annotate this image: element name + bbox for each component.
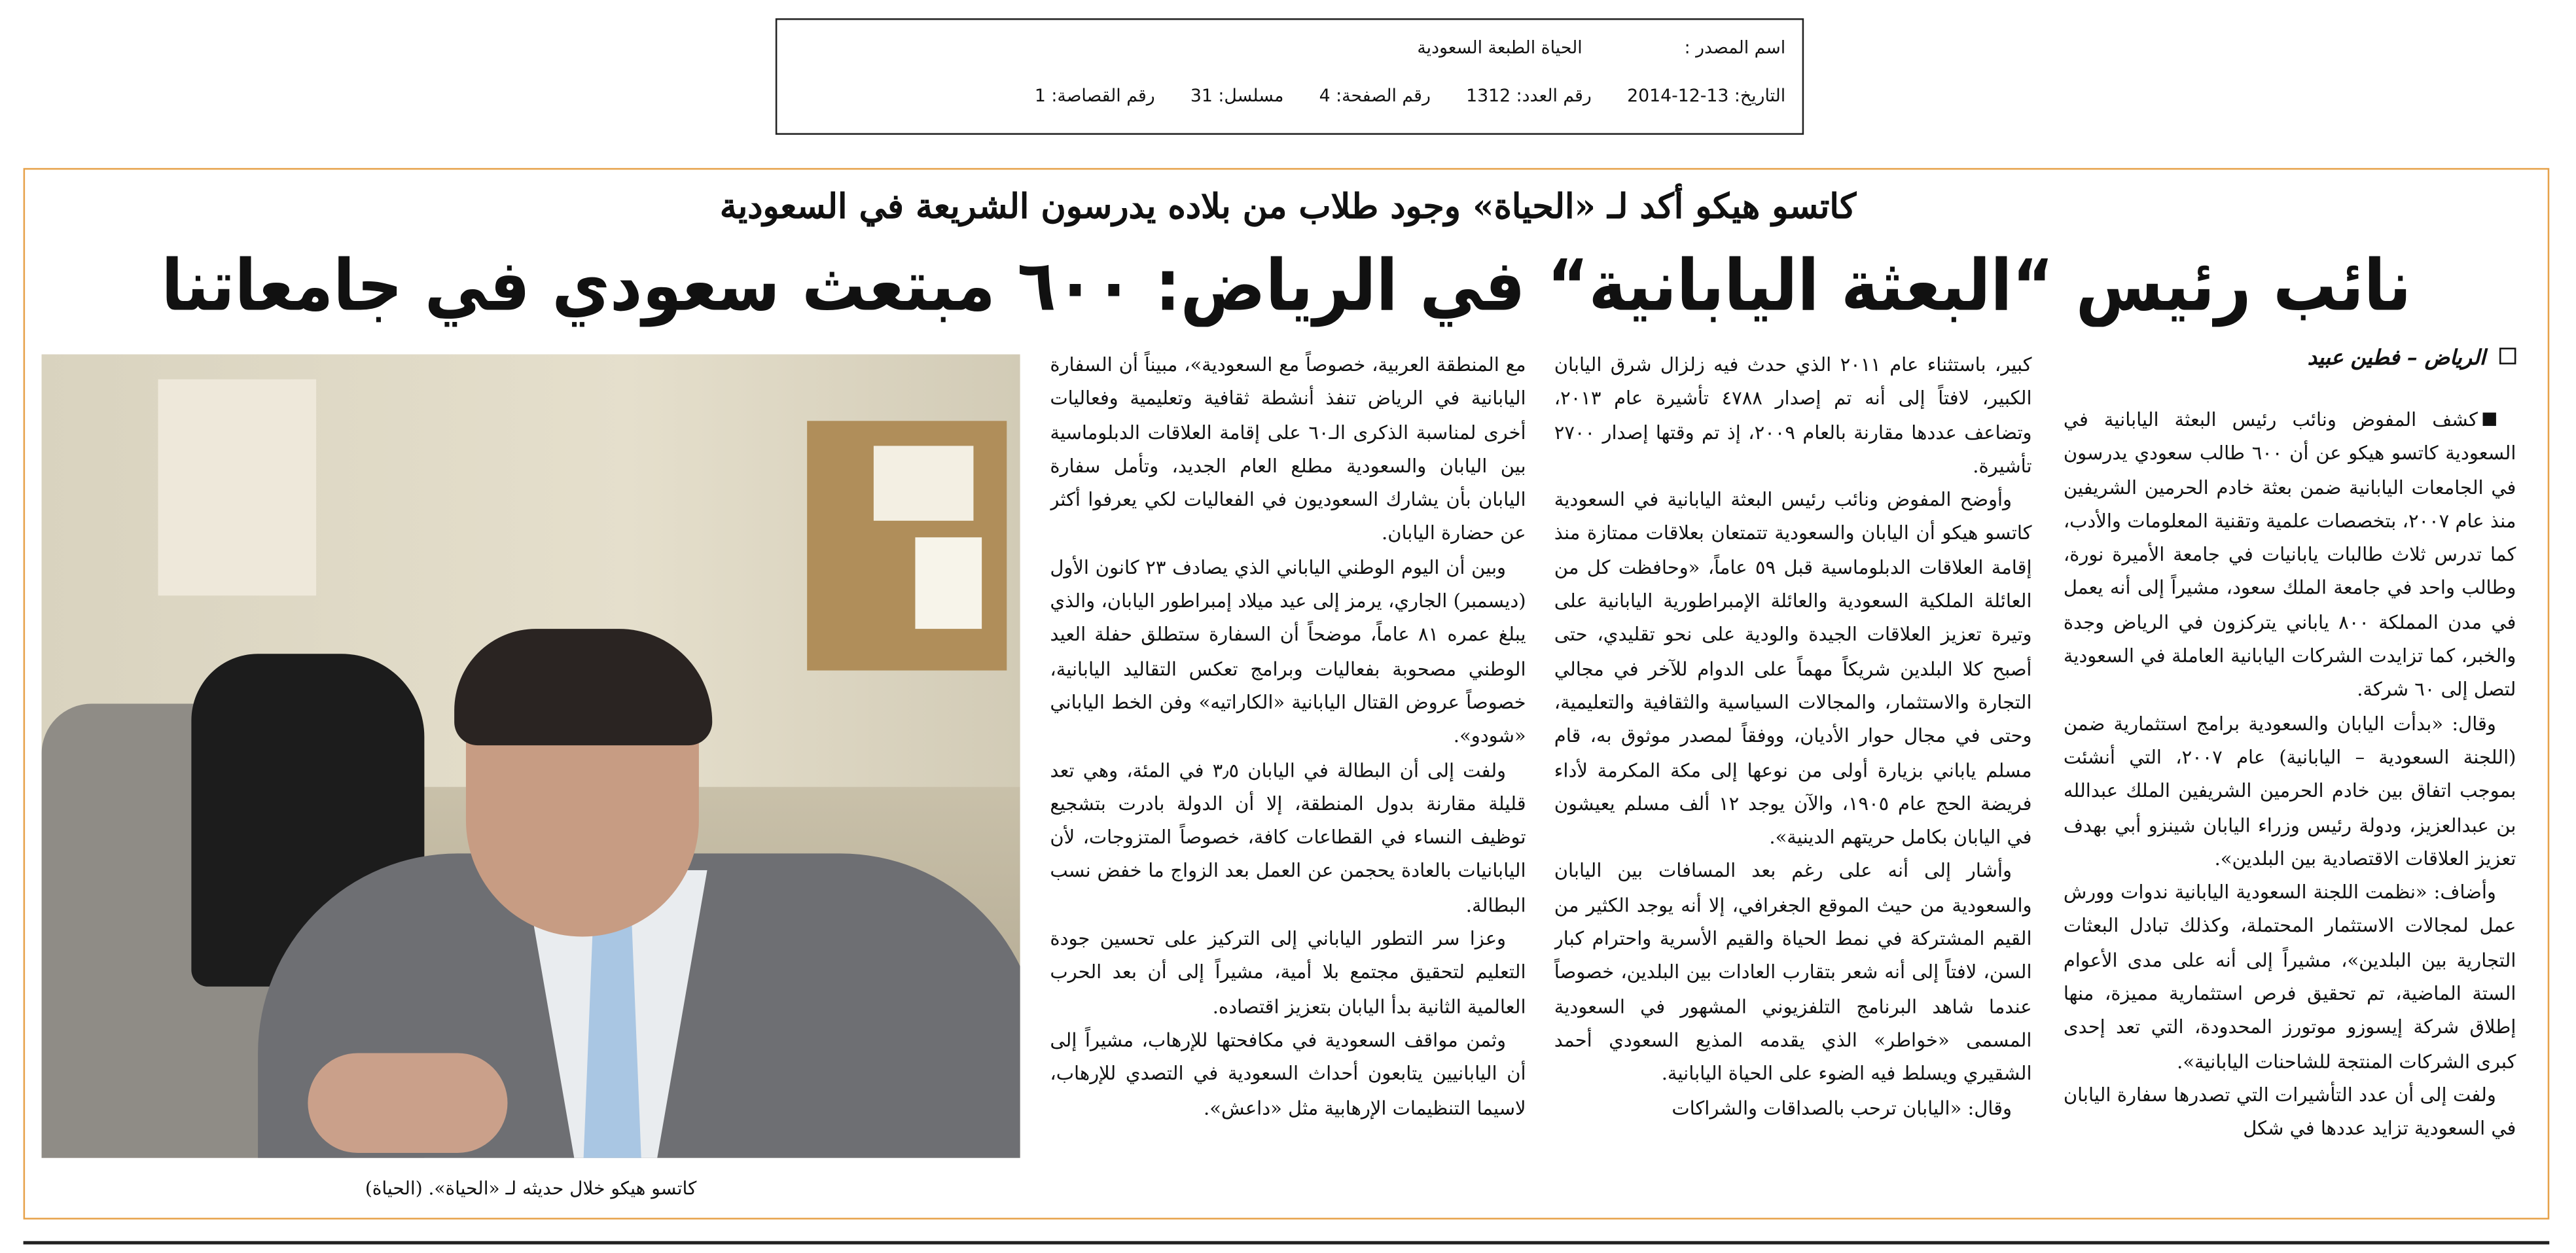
source-line [1417, 38, 1785, 58]
source-value: الحياة الطبعة السعودية [1417, 38, 1583, 58]
paragraph: مع المنطقة العربية، خصوصاً مع السعودية»، مبيناً أن السفارة اليابانية في الرياض تنفذ أنشطة ثقافية وتعليمية وفعاليات أخرى لمناسبة الذكرى الـ٦٠ على إقامة العلاقات الدبلوماسية بين اليابان والسعودية مطلع العام الجديد، وتأمل سفارة اليابان بأن يشارك السعوديون في الفعاليات لكي يعرفوا أكثر عن حضارة اليابان. [1050, 353, 1526, 545]
issue-field: رقم العدد: 1312 [1466, 86, 1592, 107]
paragraph: وأوضح المفوض ونائب رئيس البعثة اليابانية في السعودية كاتسو هيكو أن اليابان والسعودية تتمتعان بعلاقات ممتازة منذ إقامة العلاقات الدبلوماسية قبل ٥٩ عاماً، «وحافظت كل من العائلة الملكية السعودية والعائلة الإمبراطورية اليابانية على وتيرة تعزيز العلاقات الجيدة والودية على نحو تقليدي، حتى أصبح كلا البلدين شريكاً مهماً على الدوام للآخر في مجالي التجارة والاستثمار، والمجالات السياسية والثقافية والتعليمية، وحتى في مجال حوار الأديان، ووفقاً لمصدر موثوق به، قام مسلم ياباني بزيارة أولى من نوعها إلى مكة المكرمة لأداء فريضة الحج عام ١٩٠٥، والآن يوجد ١٢ ألف مسلم يعيشون في اليابان بكامل حريتهم الدينية». [1554, 487, 2032, 849]
source-metadata-box [776, 18, 1804, 135]
paragraph: كبير، باستثناء عام ٢٠١١ الذي حدث فيه زلزال شرق اليابان الكبير، لافتاً إلى أنه تم إصدار ٤٧٨٨ تأشيرة عام ٢٠١٣، وتضاعف عددها مقارنة بالعام ٢٠٠٩، إذ تم وقتها إصدار ٢٧٠٠ تأشيرة. [1554, 353, 2032, 478]
bottom-rule [24, 1241, 2550, 1244]
lead-square-icon [2483, 413, 2496, 426]
paragraph: وثمن مواقف السعودية في مكافحتها للإرهاب، مشيراً إلى أن اليابانيين يتابعون أحداث السعودية في التصدي للإرهاب، لاسيما التنظيمات الإرهابية مثل «داعش». [1050, 1028, 1526, 1119]
paragraph: كشف المفوض ونائب رئيس البعثة اليابانية في السعودية كاتسو هيكو عن أن ٦٠٠ طالب سعودي يدرسون في الجامعات اليابانية ضمن بعثة خادم الحرمين الشريفين منذ عام ٢٠٠٧، بتخصصات علمية وتقنية المعلومات والأدب، كما تدرس ثلاث طالبات يابانيات في جامعة الأميرة نورة، وطالب واحد في جامعة الملك سعود، مشيراً إلى أنه يعمل في مدن المملكة ٨٠٠ ياباني يتركزون في الرياض وجدة والخبر، كما تزايدت الشركات اليابانية العاملة في السعودية لتصل إلى ٦٠ شركة. [2063, 407, 2516, 701]
photo-caption: كاتسو هيكو خلال حديثه لـ «الحياة». (الحياة) [365, 1178, 697, 1200]
paragraph: وقال: «اليابان ترحب بالصداقات والشراكات [1672, 1095, 2012, 1119]
article-headline: نائب رئيس “البعثة اليابانية“ في الرياض: ٦٠٠ مبتعث سعودي في جامعاتنا [161, 244, 2412, 327]
article-kicker: كاتسو هيكو أكد لـ «الحياة» وجود طلاب من بلاده يدرسون الشريعة في السعودية [719, 186, 1857, 226]
article-column-3 [1050, 347, 1526, 1209]
serial-field: مسلسل: 31 [1190, 86, 1284, 107]
photo-calendar [158, 379, 317, 596]
paragraph: ولفت إلى أن البطالة في اليابان ٣٫٥ في المئة، وهي تعد قليلة مقارنة بدول المنطقة، إلا أن الدولة بادرت بتشجيع توظيف النساء في القطاعات كافة، خصوصاً المتزوجات، لأن اليابانيات بالعادة يحجمن عن العمل بعد الزواج ما خفض نسب البطالة. [1050, 758, 1526, 917]
paragraph: وقال: «بدأت اليابان والسعودية برامج استثمارية ضمن (اللجنة السعودية – اليابانية) عام ٢٠٠٧، التي أنشئت بموجب اتفاق بين خادم الحرمين الشريفين الملك عبدالله بن عبدالعزيز، ودولة رئيس وزراء اليابان شينزو أبي بهدف تعزيز العلاقات الاقتصادية بين البلدين». [2063, 711, 2516, 870]
article-column-2 [1554, 347, 2032, 1209]
paragraph: وأضاف: «نظمت اللجنة السعودية اليابانية ندوات وورش عمل لمجالات الاستثمار المحتملة، وكذلك تبادل البعثات التجارية بين البلدين»، مشيراً إلى أنه على مدى الأعوام الستة الماضية، تم تحقيق فرص استثمارية مميزة، منها إطلاق شركة إيسوزو موتورز المحدودة، التي تعد إحدى كبرى الشركات المنتجة للشاحنات اليابانية». [2063, 880, 2516, 1073]
date-field: التاريخ: 13-12-2014 [1627, 86, 1786, 107]
photo-paper [874, 446, 974, 520]
paragraph: ولفت إلى أن عدد التأشيرات التي تصدرها سفارة اليابان في السعودية تزايد عددها في شكل [2063, 1083, 2516, 1140]
issue-line [1005, 86, 1785, 107]
byline [2064, 344, 2516, 369]
paragraph: وأشار إلى أنه على رغم بعد المسافات بين اليابان والسعودية من حيث الموقع الجغرافي، إلا أنه يوجد الكثير من القيم المشتركة في نمط الحياة والقيم الأسرية واحترام كبار السن، لافتاً إلى أنه شعر بتقارب العادات بين البلدين، خصوصاً عندما شاهد البرنامج التلفزيوني المشهور في السعودية المسمى «خواطر» الذي يقدمه المذيع السعودي أحمد الشقيري ويسلط فيه الضوء على الحياة اليابانية. [1554, 859, 2032, 1085]
byline-text: الرياض – فطين عبيد [2307, 344, 2486, 370]
article-column-1 [2064, 402, 2516, 1209]
photo-hair [454, 629, 712, 745]
paragraph: وبين أن اليوم الوطني الياباني الذي يصادف ٢٣ كانون الأول (ديسمبر) الجاري، يرمز إلى عيد ميلاد إمبراطور اليابان، والذي يبلغ عمره ٨١ عاماً، موضحاً أن السفارة ستطلق حفلة العيد الوطني مصحوبة بفعاليات وبرامج تعكس التقاليد اليابانية، خصوصاً عروض القتال اليابانية «الكاراتيه» وفن الخط الياباني «شودو». [1050, 555, 1526, 748]
byline-square-icon [2499, 347, 2516, 364]
photo-paper [915, 537, 982, 629]
source-label: اسم المصدر : [1684, 38, 1786, 58]
photo-hand [308, 1053, 507, 1153]
clip-field: رقم القصاصة: 1 [1034, 86, 1155, 107]
page-field: رقم الصفحة: 4 [1319, 86, 1431, 107]
paragraph: وعزا سر التطور الياباني إلى التركيز على تحسين جودة التعليم لتحقيق مجتمع بلا أمية، مشيراً إلى أن بعد الحرب العالمية الثانية بدأ اليابان بتعزيز اقتصاده. [1050, 927, 1526, 1018]
article-photo [42, 355, 1020, 1158]
